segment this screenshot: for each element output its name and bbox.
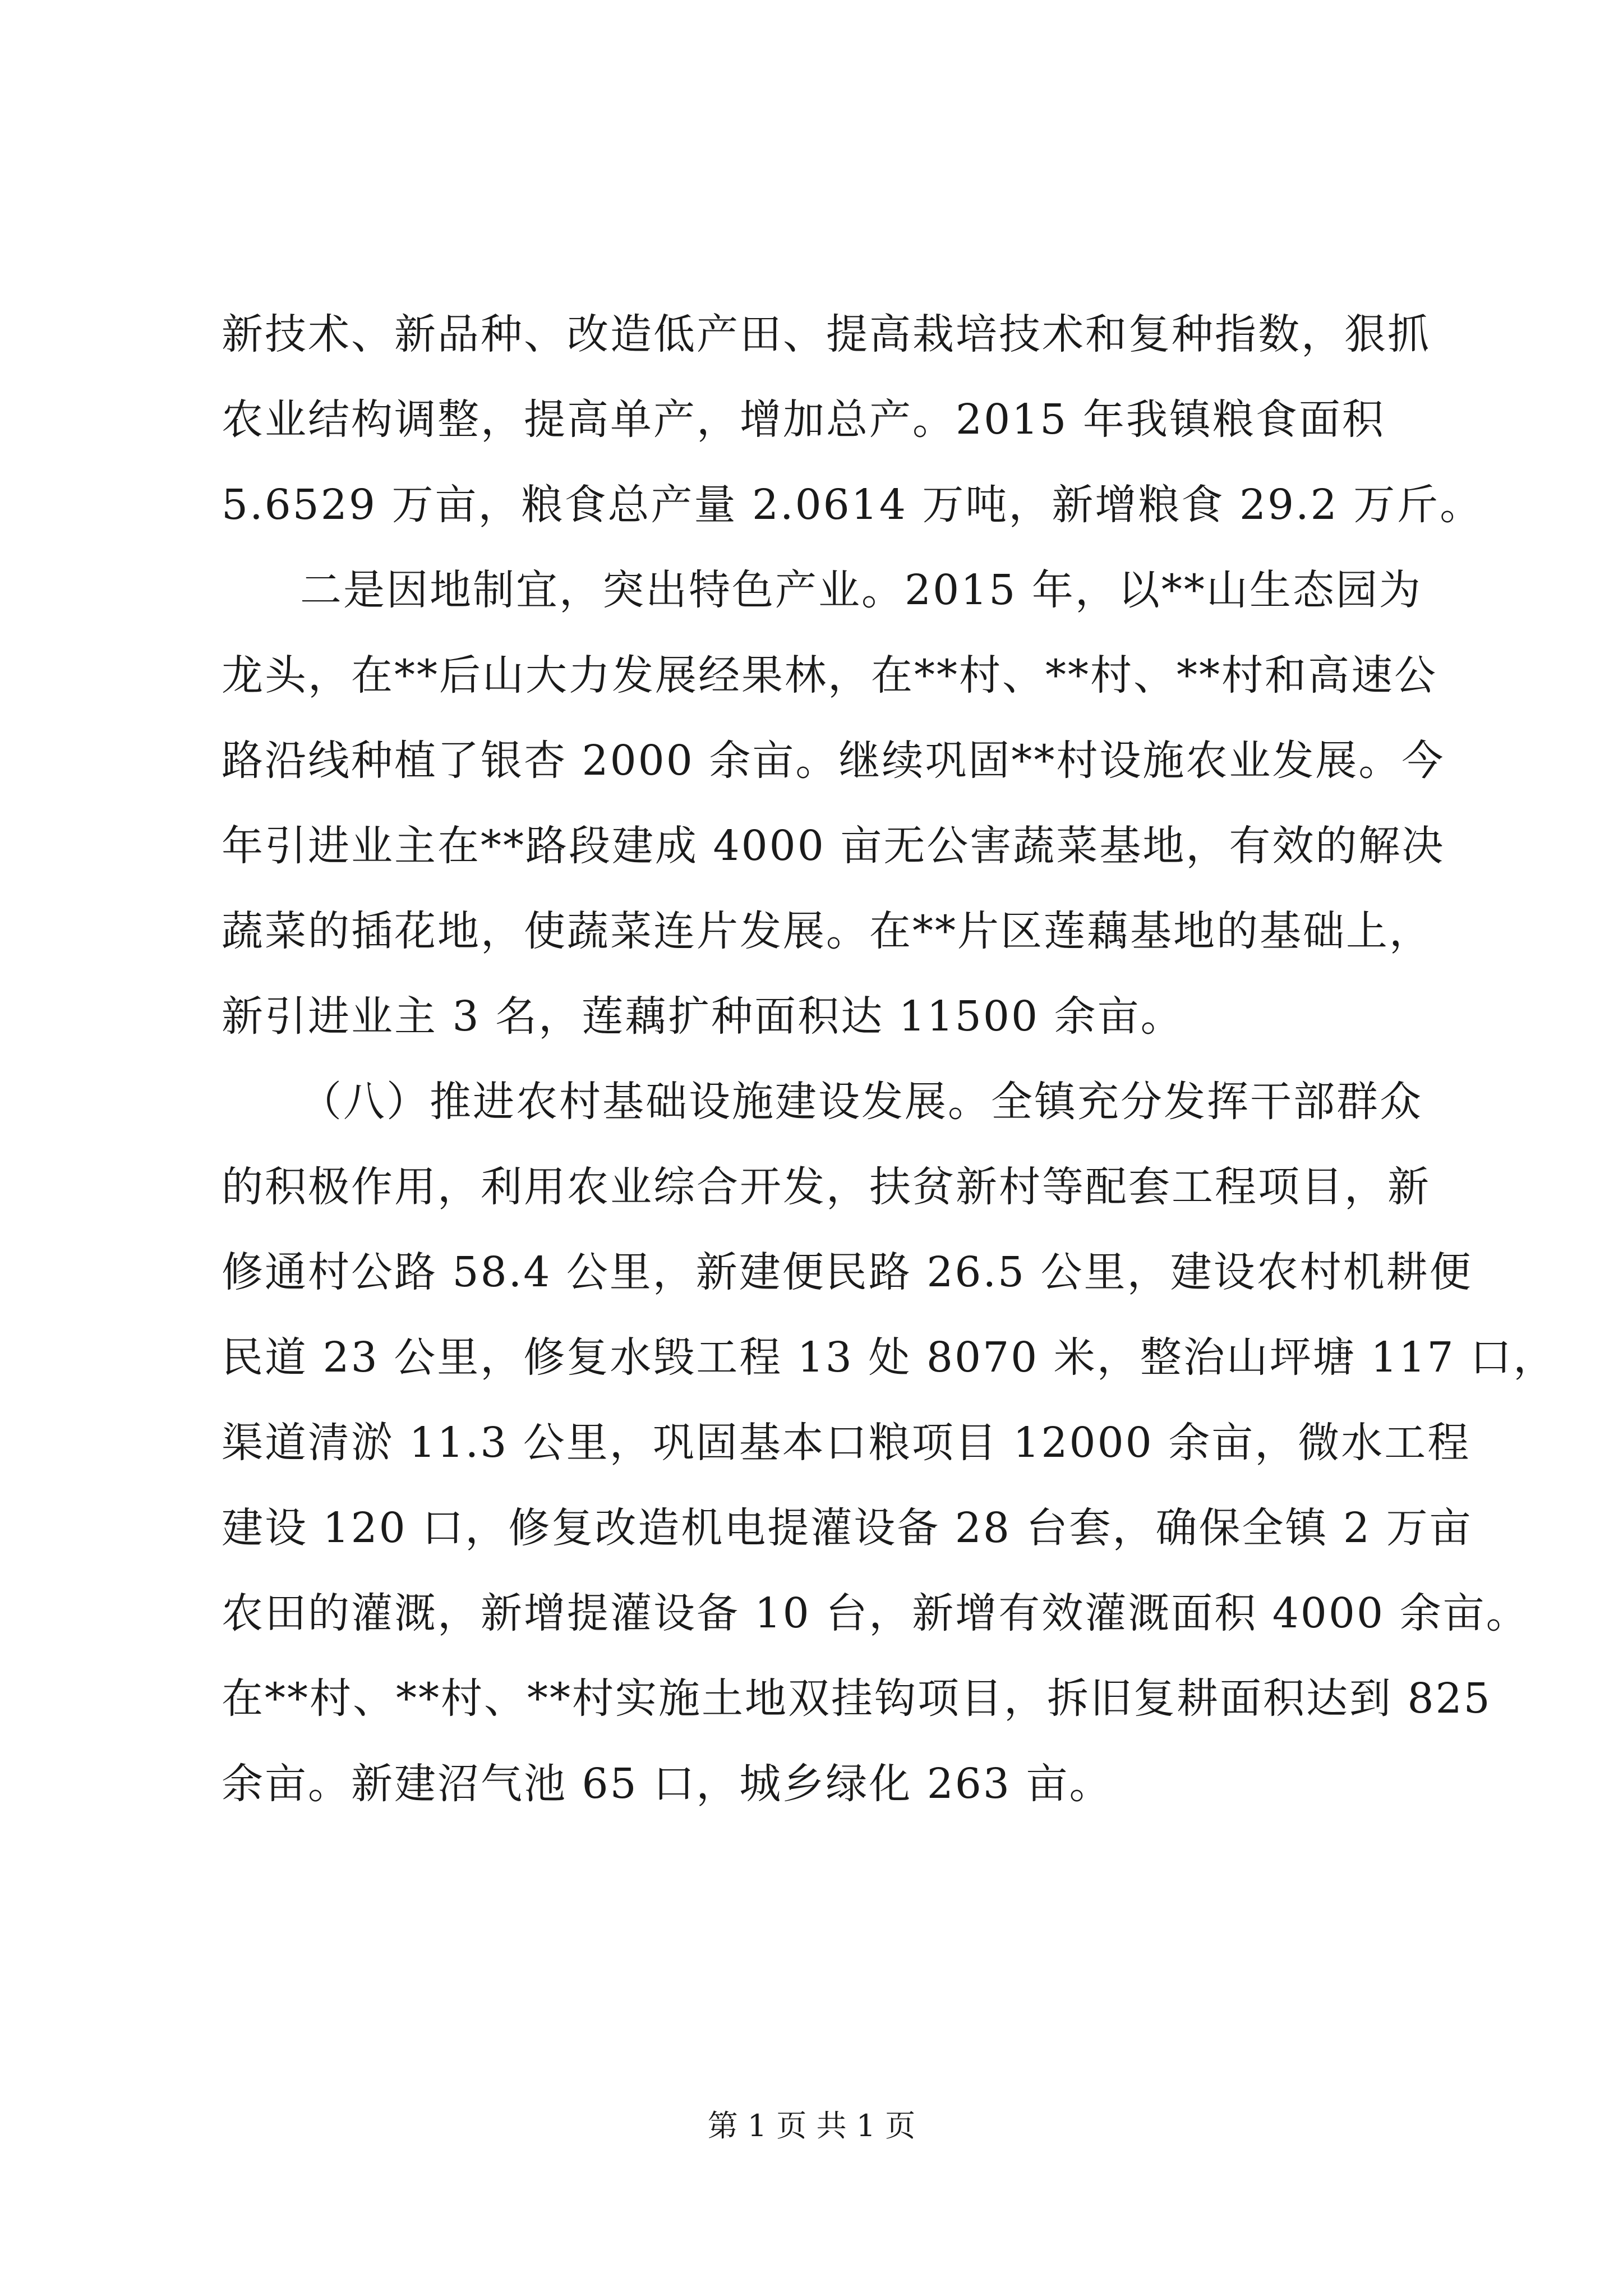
text-line: 新技术、新品种、改造低产田、提高栽培技术和复种指数，狠抓 <box>222 310 1431 358</box>
document-body <box>222 292 1557 1826</box>
text-line: 5.6529 万亩，粮食总产量 2.0614 万吨，新增粮食 29.2 万斤。 <box>222 481 1483 529</box>
text-line: 蔬菜的插花地，使蔬菜连片发展。在**片区莲藕基地的基础上， <box>222 907 1432 955</box>
paragraph-grain-output <box>222 292 1483 547</box>
text-line: 建设 120 口，修复改造机电提灌设备 28 台套，确保全镇 2 万亩 <box>222 1504 1473 1552</box>
text-line: 农业结构调整，提高单产，增加总产。2015 年我镇粮食面积 <box>222 395 1385 444</box>
paragraph-infrastructure <box>222 1059 1557 1826</box>
text-line: 修通村公路 58.4 公里，新建便民路 26.5 公里，建设农村机耕便 <box>222 1248 1473 1296</box>
text-line: 年引进业主在**路段建成 4000 亩无公害蔬菜基地，有效的解决 <box>222 822 1445 870</box>
text-line: 余亩。新建沼气池 65 口，城乡绿化 263 亩。 <box>222 1760 1113 1808</box>
text-line: 龙头，在**后山大力发展经果林，在**村、**村、**村和高速公 <box>222 651 1437 700</box>
text-line: 路沿线种植了银杏 2000 余亩。继续巩固**村设施农业发展。今 <box>222 737 1445 785</box>
text-line: 农田的灌溉，新增提灌设备 10 台，新增有效灌溉面积 4000 余亩。 <box>222 1589 1529 1637</box>
text-line: （八）推进农村基础设施建设发展。全镇充分发挥干部群众 <box>300 1078 1423 1126</box>
text-line: 的积极作用，利用农业综合开发，扶贫新村等配套工程项目，新 <box>222 1163 1431 1211</box>
text-line: 渠道清淤 11.3 公里，巩固基本口粮项目 12000 余亩，微水工程 <box>222 1419 1471 1467</box>
text-line: 新引进业主 3 名，莲藕扩种面积达 11500 余亩。 <box>222 992 1184 1041</box>
text-line: 民道 23 公里，修复水毁工程 13 处 8070 米，整治山坪塘 117 口， <box>222 1333 1557 1382</box>
paragraph-specialty-industry <box>222 547 1445 1059</box>
text-line: 在**村、**村、**村实施土地双挂钩项目，拆旧复耕面积达到 825 <box>222 1674 1492 1723</box>
page-number-label: 第 1 页 共 1 页 <box>707 2108 916 2143</box>
text-line: 二是因地制宜，突出特色产业。2015 年，以**山生态园为 <box>300 566 1422 614</box>
page-footer <box>0 2106 1623 2146</box>
